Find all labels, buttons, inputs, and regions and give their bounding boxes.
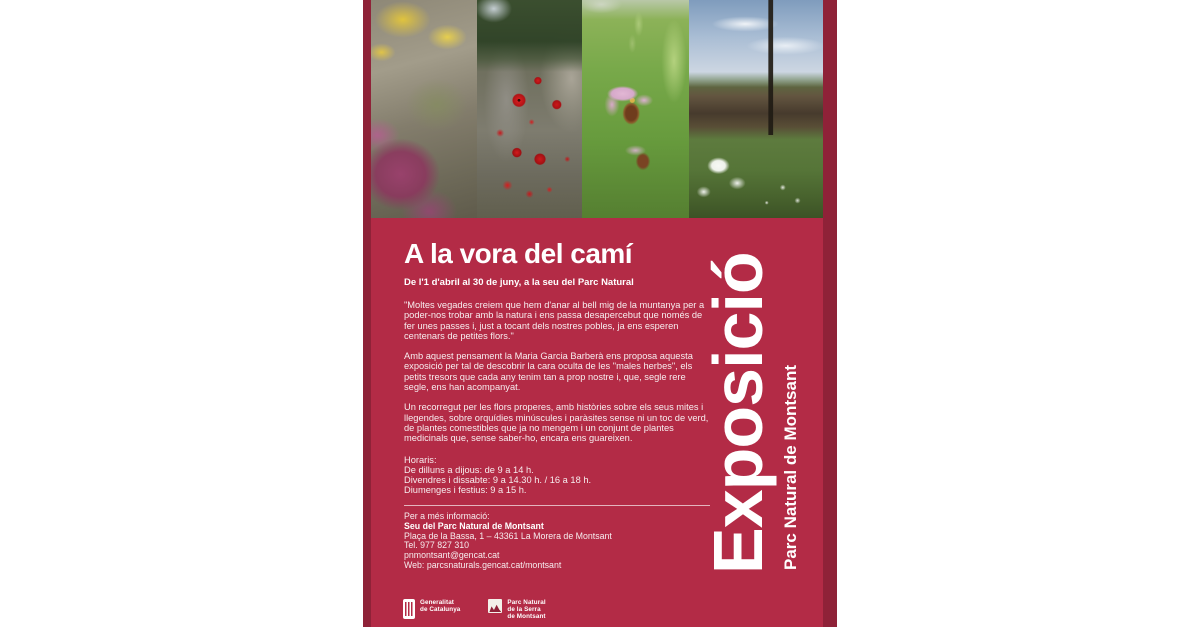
vertical-title-exposicio: Exposició [699, 252, 777, 574]
description-paragraph-2: Un recorregut per les flors properes, amb històries sobre els seus mites i llegendes, sobre orquídies minúscules i paràsites sense ni un toc de verd, de plantes comestibles que ja no mengem i un conjunt de plantes medicinals que, sense saber-ho, encara ens guareixen. [404, 402, 709, 444]
parc-logo-line1: Parc Natural [507, 599, 546, 606]
photo-poppies-path [477, 0, 582, 218]
contact-venue: Seu del Parc Natural de Montsant [404, 520, 544, 531]
footer-logos [403, 599, 546, 620]
poster-right-border [823, 0, 837, 627]
poster-title: A la vora del camí [404, 238, 633, 269]
exhibition-poster [363, 0, 837, 627]
schedule-section [404, 455, 710, 496]
parc-logo-line2: de la Serra [507, 606, 541, 613]
poster-text-column [404, 240, 710, 571]
vertical-subtitle-parc-natural: Parc Natural de Montsant [781, 365, 800, 570]
contact-address: Plaça de la Bassa, 1 – 43361 La Morera de Montsant [404, 530, 612, 541]
photo-bee-orchid [582, 0, 689, 218]
schedule-line-fri-sat: Divendres i dissabte: 9 a 14.30 h. / 16 a 18 h. [404, 475, 592, 486]
schedule-line-weekdays: De dilluns a dijous: de 9 a 14 h. [404, 464, 534, 475]
schedule-line-sundays: Diumenges i festius: 9 a 15 h. [404, 485, 527, 496]
contact-section [404, 512, 710, 571]
parc-natural-mountain-icon [488, 599, 502, 613]
photo-strip [371, 0, 823, 218]
poster-left-border [363, 0, 371, 627]
generalitat-logo-line1: Generalitat [420, 599, 454, 606]
parc-natural-logo [488, 599, 545, 620]
description-paragraph-1: Amb aquest pensament la Maria Garcia Barberà ens proposa aquesta exposició per tal de descobrir la cara oculta de les "males herbes", els petits tresors que cada any tenim tan a prop nostre i, que, segle rere segle, ens han acompanyat. [404, 351, 693, 393]
contact-email: pnmontsant@gencat.cat [404, 550, 500, 561]
generalitat-logo-line2: de Catalunya [420, 606, 461, 613]
photo-vineyard-blossoms [689, 0, 823, 218]
schedule-heading: Horaris: [404, 454, 437, 465]
divider-line [404, 505, 710, 506]
intro-quote-paragraph: "Moltes vegades creiem que hem d'anar al bell mig de la muntanya per a poder-nos trobar amb la natura i ens passa desapercebut que només de fer unes passes i, just a tocant dels nostres pobles, ja ens esperen centenars de petites flors." [404, 300, 705, 341]
contact-heading: Per a més informació: [404, 510, 490, 521]
parc-logo-line3: de Montsant [507, 613, 546, 620]
photo-wildflowers-rocks [371, 0, 477, 218]
poster-dates: De l'1 d'abril al 30 de juny, a la seu del Parc Natural [404, 277, 634, 288]
generalitat-senyera-icon [403, 599, 415, 619]
generalitat-logo [403, 599, 460, 619]
contact-phone: Tel. 977 827 310 [404, 540, 470, 551]
contact-web: Web: parcsnaturals.gencat.cat/montsant [404, 560, 562, 571]
